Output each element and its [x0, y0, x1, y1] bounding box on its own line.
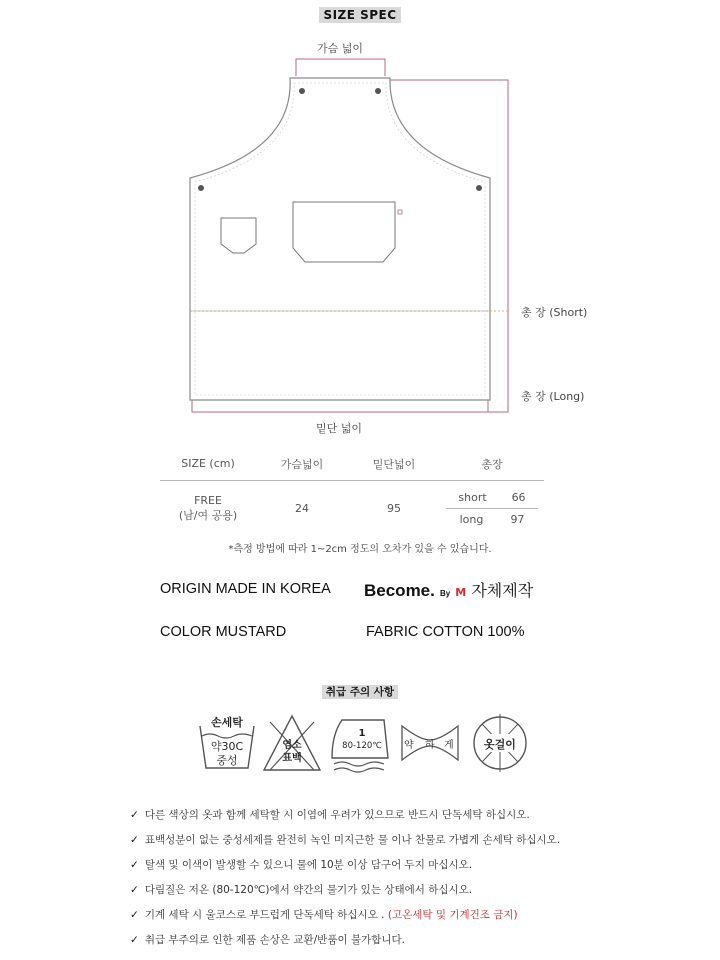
table-header: 밑단넓이: [372, 457, 416, 471]
origin-text: ORIGIN MADE IN KOREA: [160, 581, 331, 597]
no-bleach-icon: [262, 712, 322, 774]
check-icon: ✓: [130, 834, 139, 846]
color-text: COLOR MUSTARD: [160, 624, 287, 640]
care-item: ✓ 다림질은 저온 (80-120℃)에서 약간의 물기가 있는 상태에서 하십시오.: [130, 884, 473, 896]
long-row: [446, 509, 538, 530]
brand-suffix: 자체제작: [471, 581, 534, 600]
hand-wash-bot: 중성: [216, 754, 238, 767]
brand-mark-icon: M: [455, 586, 467, 599]
long-label: long: [459, 512, 484, 526]
length-long-label: 총 장 (Long): [521, 390, 585, 403]
brand-by: By: [439, 589, 451, 598]
length-cell: [440, 480, 544, 536]
fabric-text: FABRIC COTTON 100%: [366, 624, 525, 640]
check-icon: ✓: [130, 884, 139, 896]
table-header: 가슴넓이: [280, 457, 324, 471]
hanger-text: 옷걸이: [484, 738, 516, 751]
care-warning: (고온세탁 및 기계건조 금지): [387, 909, 518, 921]
iron-top: 1: [358, 728, 366, 739]
bleach-bot: 표백: [282, 753, 302, 764]
hem-width-label: 밑단 넓이: [316, 422, 363, 435]
chest-value: 24: [295, 501, 309, 515]
care-title: 취급 주의 사항: [0, 684, 720, 699]
iron-icon: [328, 712, 392, 774]
size-table: [160, 448, 544, 536]
care-item: ✓ 취급 부주의로 인한 제품 손상은 교환/반품이 불가합니다.: [130, 934, 406, 946]
short-value: 66: [511, 490, 526, 504]
measurement-note: *측정 방법에 따라 1~2cm 정도의 오차가 있을 수 있습니다.: [228, 544, 492, 555]
bleach-top: 염소: [282, 740, 302, 751]
hem-value: 95: [387, 501, 401, 515]
check-icon: ✓: [130, 809, 139, 821]
long-value: 97: [510, 512, 525, 526]
check-icon: ✓: [130, 934, 139, 946]
chest-width-label: 가슴 넓이: [316, 42, 363, 55]
care-item: ✓ 기계 세탁 시 울코스로 부드럽게 단독세탁 하십시오 . (고온세탁 및 기계건조 금지): [130, 909, 518, 921]
brand-logo: [364, 578, 533, 601]
size-spec-title: SIZE SPEC: [0, 8, 720, 22]
size-sub: (남/여 공용): [178, 508, 238, 522]
table-row: [160, 480, 544, 536]
dry-text-1: 약: [404, 740, 414, 751]
table-header: 총장: [481, 457, 503, 471]
table-header: SIZE (cm): [181, 457, 235, 471]
length-short-label: 총 장 (Short): [521, 306, 588, 319]
dry-text-2: 하: [425, 740, 435, 751]
dry-text-3: 게: [444, 740, 454, 751]
size-cell: [160, 480, 256, 536]
short-label: short: [458, 490, 487, 504]
care-item: ✓ 탈색 및 이색이 발생할 수 있으니 물에 10분 이상 담구어 두지 마십시오.: [130, 859, 473, 871]
no-hanger-icon: [470, 712, 530, 774]
gentle-dry-icon: [398, 718, 462, 768]
size-name: FREE: [194, 493, 222, 507]
brand-name: Become.: [364, 581, 435, 600]
table-header-row: [160, 448, 544, 480]
short-row: [446, 487, 538, 509]
care-item: ✓ 다른 색상의 옷과 함께 세탁할 시 이염에 우려가 있으므로 반드시 단독세탁 하십시오.: [130, 809, 530, 821]
iron-bot: 80-120℃: [342, 741, 382, 751]
check-icon: ✓: [130, 859, 139, 871]
hand-wash-mid: 약30C: [210, 740, 244, 753]
care-item: ✓ 표백성분이 없는 중성세제를 완전히 녹인 미지근한 물 이나 찬물로 가볍게 손세탁 하십시오.: [130, 834, 561, 846]
hand-wash-top: 손세탁: [211, 716, 243, 729]
check-icon: ✓: [130, 909, 139, 921]
hand-wash-icon: [196, 712, 258, 774]
apron-diagram: [0, 0, 720, 440]
